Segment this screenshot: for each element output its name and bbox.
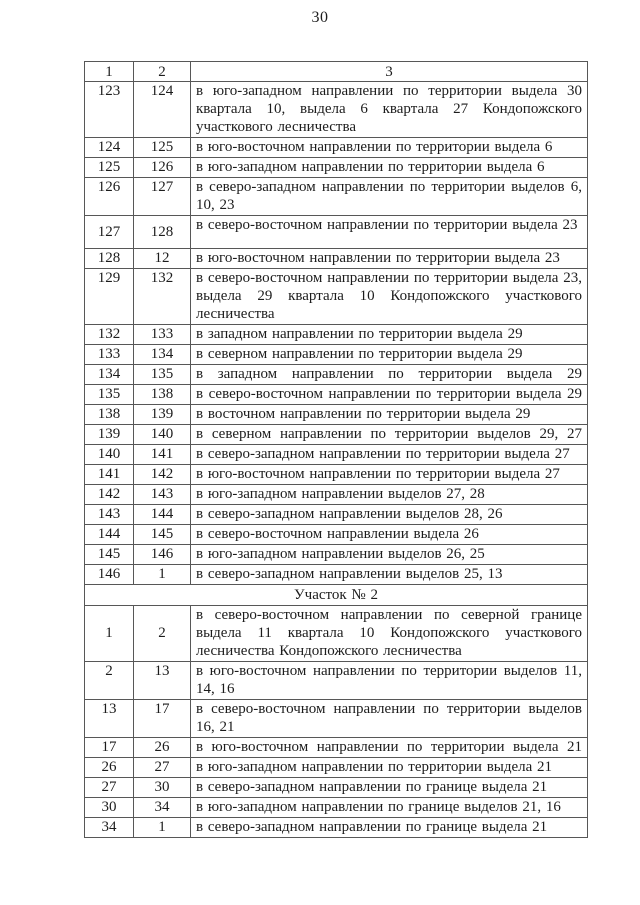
point-to-cell: 139 — [134, 405, 191, 425]
direction-description-cell: в северо-восточном направлении по территории выдела 23, выдела 29 квартала 10 Кондопожского участкового лесничества — [191, 269, 588, 325]
point-from-cell: 1 — [85, 606, 134, 662]
point-to-cell: 30 — [134, 778, 191, 798]
direction-description-cell: в юго-западном направлении выделов 26, 25 — [191, 545, 588, 565]
table-row — [85, 818, 588, 838]
point-from-cell: 138 — [85, 405, 134, 425]
table-row — [85, 138, 588, 158]
point-to-cell: 12 — [134, 249, 191, 269]
direction-description-cell: в западном направлении по территории выдела 29 — [191, 365, 588, 385]
direction-description-cell: в юго-западном направлении по территории выдела 30 квартала 10, выдела 6 квартала 27 Кондопожского участкового лесничества — [191, 82, 588, 138]
table-row — [85, 798, 588, 818]
point-to-cell: 127 — [134, 178, 191, 216]
table-row — [85, 445, 588, 465]
point-to-cell: 128 — [134, 216, 191, 249]
point-from-cell: 146 — [85, 565, 134, 585]
point-from-cell: 142 — [85, 485, 134, 505]
table-row — [85, 738, 588, 758]
point-from-cell: 143 — [85, 505, 134, 525]
table-row — [85, 758, 588, 778]
direction-description-cell: в юго-западном направлении выделов 27, 28 — [191, 485, 588, 505]
table-row — [85, 82, 588, 138]
point-to-cell: 138 — [134, 385, 191, 405]
table-row — [85, 405, 588, 425]
direction-description-cell: в юго-восточном направлении по территории выдела 21 — [191, 738, 588, 758]
point-from-cell: 125 — [85, 158, 134, 178]
table-row — [85, 505, 588, 525]
point-from-cell: 126 — [85, 178, 134, 216]
table-row — [85, 525, 588, 545]
point-to-cell: 135 — [134, 365, 191, 385]
point-to-cell: 141 — [134, 445, 191, 465]
point-from-cell: 141 — [85, 465, 134, 485]
direction-description-cell: в северном направлении по территории выдела 29 — [191, 345, 588, 365]
point-to-cell: 144 — [134, 505, 191, 525]
point-from-cell: 34 — [85, 818, 134, 838]
point-to-cell: 132 — [134, 269, 191, 325]
point-from-cell: 144 — [85, 525, 134, 545]
direction-description-cell: в северо-западном направлении по границе выдела 21 — [191, 778, 588, 798]
direction-description-cell: в северо-западном направлении выделов 28, 26 — [191, 505, 588, 525]
point-from-cell: 17 — [85, 738, 134, 758]
direction-description-cell: в северо-западном направлении по территории выделов 6, 10, 23 — [191, 178, 588, 216]
direction-description-cell: в юго-западном направлении по территории выдела 21 — [191, 758, 588, 778]
table-row — [85, 216, 588, 249]
section-header-row — [85, 585, 588, 606]
point-from-cell: 133 — [85, 345, 134, 365]
point-from-cell: 140 — [85, 445, 134, 465]
point-to-cell: 140 — [134, 425, 191, 445]
point-to-cell: 143 — [134, 485, 191, 505]
point-from-cell: 132 — [85, 325, 134, 345]
point-to-cell: 134 — [134, 345, 191, 365]
point-to-cell: 1 — [134, 565, 191, 585]
direction-description-cell: в западном направлении по территории выдела 29 — [191, 325, 588, 345]
direction-description-cell: в юго-западном направлении по территории выдела 6 — [191, 158, 588, 178]
point-from-cell: 123 — [85, 82, 134, 138]
section-title: Участок № 2 — [85, 585, 588, 606]
direction-description-cell: в юго-восточном направлении по территории выдела 27 — [191, 465, 588, 485]
point-from-cell: 139 — [85, 425, 134, 445]
direction-description-cell: в северо-восточном направлении по территории выделов 16, 21 — [191, 700, 588, 738]
table-row — [85, 545, 588, 565]
point-to-cell: 133 — [134, 325, 191, 345]
direction-description-cell: в северо-западном направлении по границе выдела 21 — [191, 818, 588, 838]
direction-description-cell: в восточном направлении по территории выдела 29 — [191, 405, 588, 425]
table-row — [85, 700, 588, 738]
table-row — [85, 365, 588, 385]
direction-description-cell: в юго-восточном направлении по территории выдела 6 — [191, 138, 588, 158]
direction-description-cell: в северо-западном направлении выделов 25, 13 — [191, 565, 588, 585]
point-from-cell: 26 — [85, 758, 134, 778]
point-from-cell: 128 — [85, 249, 134, 269]
table-header-row — [85, 62, 588, 82]
point-to-cell: 142 — [134, 465, 191, 485]
direction-description-cell: в северо-восточном направлении по территории выдела 23 — [191, 216, 588, 249]
table-row — [85, 178, 588, 216]
col-header-1: 1 — [85, 62, 134, 82]
point-from-cell: 127 — [85, 216, 134, 249]
point-to-cell: 26 — [134, 738, 191, 758]
direction-description-cell: в северо-западном направлении по территории выдела 27 — [191, 445, 588, 465]
table-row — [85, 606, 588, 662]
point-to-cell: 124 — [134, 82, 191, 138]
table-row — [85, 345, 588, 365]
point-from-cell: 145 — [85, 545, 134, 565]
direction-description-cell: в северном направлении по территории выделов 29, 27 — [191, 425, 588, 445]
direction-description-cell: в северо-восточном направлении по северной границе выдела 11 квартала 10 Кондопожского участкового лесничества Кондопожского лесничества — [191, 606, 588, 662]
table-row — [85, 385, 588, 405]
point-to-cell: 146 — [134, 545, 191, 565]
point-from-cell: 124 — [85, 138, 134, 158]
point-from-cell: 30 — [85, 798, 134, 818]
point-to-cell: 1 — [134, 818, 191, 838]
direction-description-cell: в северо-восточном направлении по территории выдела 29 — [191, 385, 588, 405]
point-to-cell: 34 — [134, 798, 191, 818]
point-to-cell: 13 — [134, 662, 191, 700]
table-row — [85, 249, 588, 269]
table-row — [85, 465, 588, 485]
table-row — [85, 325, 588, 345]
direction-description-cell: в юго-восточном направлении по территории выдела 23 — [191, 249, 588, 269]
point-from-cell: 2 — [85, 662, 134, 700]
point-from-cell: 13 — [85, 700, 134, 738]
table-row — [85, 425, 588, 445]
point-from-cell: 135 — [85, 385, 134, 405]
direction-description-cell: в юго-западном направлении по границе выделов 21, 16 — [191, 798, 588, 818]
table-row — [85, 485, 588, 505]
table-row — [85, 269, 588, 325]
boundary-table — [84, 61, 588, 838]
col-header-3: 3 — [191, 62, 588, 82]
direction-description-cell: в юго-восточном направлении по территории выделов 11, 14, 16 — [191, 662, 588, 700]
point-to-cell: 27 — [134, 758, 191, 778]
point-from-cell: 129 — [85, 269, 134, 325]
col-header-2: 2 — [134, 62, 191, 82]
point-from-cell: 27 — [85, 778, 134, 798]
table-row — [85, 662, 588, 700]
point-to-cell: 145 — [134, 525, 191, 545]
direction-description-cell: в северо-восточном направлении выдела 26 — [191, 525, 588, 545]
table-row — [85, 158, 588, 178]
point-to-cell: 126 — [134, 158, 191, 178]
point-from-cell: 134 — [85, 365, 134, 385]
point-to-cell: 2 — [134, 606, 191, 662]
point-to-cell: 125 — [134, 138, 191, 158]
table-row — [85, 565, 588, 585]
table-row — [85, 778, 588, 798]
page-number: 30 — [311, 9, 329, 26]
point-to-cell: 17 — [134, 700, 191, 738]
